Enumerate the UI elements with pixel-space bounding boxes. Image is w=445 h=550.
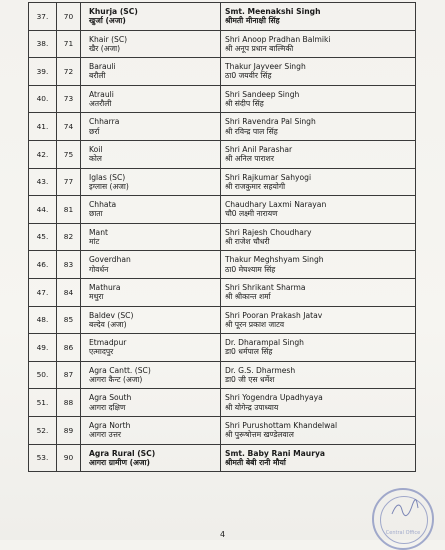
ac-number-cell [57,196,81,224]
table-row [29,168,416,196]
serial-number-cell [29,3,57,31]
serial-number: 47. [36,287,49,297]
candidate-name-hindi: श्रीमती मीनाक्षी सिंह [225,16,280,26]
candidate-name-hindi: डा0 धर्मपाल सिंह [225,347,273,357]
constituency-cell [81,334,221,362]
ac-number: 71 [63,39,74,49]
candidate-name-english: Shri Sandeep Singh [225,89,300,99]
table-row [29,416,416,444]
candidate-name-english: Shri Ravendra Pal Singh [225,117,316,127]
candidate-name-hindi: ठा0 मेघश्याम सिंह [225,264,276,274]
ac-number-cell [57,416,81,444]
constituency-name-english: Barauli [89,62,116,72]
ac-number-cell [57,278,81,306]
serial-number: 40. [36,94,49,104]
candidate-cell [221,196,416,224]
table-row [29,113,416,141]
serial-number-cell [29,140,57,168]
serial-number-cell [29,306,57,334]
candidate-name-english: Thakur Jayveer Singh [225,62,306,72]
ac-number: 82 [63,232,74,242]
table-row [29,306,416,334]
candidate-cell [221,30,416,58]
ac-number-cell [57,223,81,251]
candidate-name-english: Shri Pooran Prakash Jatav [225,310,323,320]
table-row [29,278,416,306]
candidate-name-english: Chaudhary Laxmi Narayan [225,200,327,210]
table-row [29,30,416,58]
serial-number: 42. [36,149,49,159]
constituency-name-english: Mant [89,227,108,237]
serial-number-cell [29,85,57,113]
constituency-name-hindi: इग्लास (अजा) [89,181,129,191]
serial-number: 38. [36,39,49,49]
constituency-cell [81,3,221,31]
serial-number: 41. [36,122,49,132]
table-row [29,3,416,31]
serial-number: 52. [36,425,49,435]
candidate-name-hindi: श्री अनूप प्रधान बाल्मिकी [225,43,294,53]
constituency-name-hindi: आगरा कैन्ट (अजा) [89,375,143,385]
candidate-cell [221,140,416,168]
constituency-name-english: Baldev (SC) [89,310,134,320]
ac-number-cell [57,3,81,31]
candidate-cell [221,416,416,444]
table-row [29,223,416,251]
constituency-name-english: Chhata [89,200,117,210]
candidate-cell [221,444,416,472]
table-row [29,196,416,224]
ac-number-cell [57,30,81,58]
serial-number: 44. [36,204,49,214]
candidate-name-english: Smt. Meenakshi Singh [225,7,321,17]
candidate-name-hindi: श्री पुरूषोत्तम खण्डेलवाल [225,430,294,440]
serial-number: 51. [36,398,49,407]
serial-number: 49. [36,342,49,352]
candidate-name-english: Dr. G.S. Dharmesh [225,365,296,375]
constituency-name-hindi: मथुरा [89,292,104,302]
constituency-cell [81,361,221,389]
candidate-cell [221,223,416,251]
constituency-name-english: Khurja (SC) [89,7,138,17]
ac-number: 84 [63,287,74,297]
constituency-name-english: Koil [89,145,103,155]
constituency-name-hindi: आगरा ग्रामीण (अजा) [89,457,150,467]
candidate-cell [221,278,416,306]
ac-number-cell [57,113,81,141]
ac-number: 90 [63,453,74,463]
candidate-name-english: Thakur Meghshyam Singh [225,255,324,265]
constituency-name-hindi: आगरा उत्तर [89,430,122,440]
constituency-name-english: Agra Rural (SC) [89,448,156,458]
candidate-name-hindi: श्री राजकुमार सहयोगी [225,181,286,191]
ac-number: 72 [63,66,74,76]
constituency-cell [81,196,221,224]
serial-number-cell [29,361,57,389]
ac-number-cell [57,58,81,86]
constituency-cell [81,444,221,472]
serial-number: 50. [36,370,49,380]
ac-number-cell [57,251,81,279]
ac-number-cell [57,168,81,196]
constituency-cell [81,85,221,113]
candidate-cell [221,361,416,389]
candidate-rows [29,3,416,472]
serial-number: 39. [36,66,49,76]
candidate-name-english: Shri Shrikant Sharma [225,283,306,293]
ac-number: 81 [63,204,74,214]
constituency-name-hindi: गोवर्धन [89,264,109,274]
candidate-name-hindi: डा0 जी एस धर्मेश [225,375,275,385]
candidate-name-english: Shri Anoop Pradhan Balmiki [225,34,331,44]
candidate-name-english: Shri Purushottam Khandelwal [225,421,338,430]
ac-number: 89 [63,425,74,435]
ac-number: 87 [63,370,74,380]
serial-number-cell [29,278,57,306]
constituency-cell [81,416,221,444]
candidate-cell [221,389,416,417]
constituency-name-hindi: अतरौली [89,99,112,109]
constituency-name-english: Etmadpur [89,338,127,348]
signature-mark [390,498,420,520]
serial-number: 53. [36,453,49,463]
constituency-name-english: Agra South [89,393,132,403]
ac-number: 74 [63,122,74,132]
serial-number-cell [29,389,57,417]
candidate-cell [221,251,416,279]
constituency-name-english: Chharra [89,117,120,127]
ac-number-cell [57,389,81,417]
serial-number-cell [29,196,57,224]
candidate-name-hindi: चौ0 लक्ष्मी नारायण [225,209,278,219]
constituency-name-english: Agra North [89,421,131,430]
ac-number-cell [57,444,81,472]
constituency-name-english: Mathura [89,283,121,293]
serial-number: 48. [36,315,49,325]
table-row [29,334,416,362]
candidate-cell [221,306,416,334]
candidate-name-english: Shri Anil Parashar [225,145,293,155]
ac-number: 70 [63,11,74,21]
serial-number-cell [29,113,57,141]
ac-number-cell [57,85,81,113]
serial-number: 46. [36,260,49,270]
table-row [29,85,416,113]
ac-number: 86 [63,342,74,352]
ac-number: 83 [63,260,74,270]
constituency-cell [81,278,221,306]
ac-number-cell [57,334,81,362]
ac-number: 85 [63,315,74,325]
candidate-name-english: Smt. Baby Rani Maurya [225,448,326,458]
candidate-name-hindi: श्री श्रीकान्त शर्मा [225,292,271,302]
constituency-name-hindi: छाता [89,209,103,219]
serial-number: 45. [36,232,49,242]
serial-number-cell [29,58,57,86]
constituency-name-hindi: बरौली [89,71,106,81]
constituency-name-hindi: कोल [89,154,102,164]
constituency-name-english: Atrauli [89,89,114,99]
serial-number-cell [29,416,57,444]
constituency-cell [81,251,221,279]
constituency-cell [81,140,221,168]
ac-number: 77 [63,177,74,187]
serial-number: 43. [36,177,49,187]
constituency-cell [81,58,221,86]
constituency-name-english: Goverdhan [89,255,131,265]
constituency-name-english: Khair (SC) [89,34,128,44]
candidate-list-table [28,2,416,472]
constituency-name-hindi: खुर्जा (अजा) [89,16,126,26]
stamp-text: Central Office [385,530,421,536]
constituency-name-hindi: बल्देव (अजा) [89,319,127,329]
candidate-cell [221,85,416,113]
table-row [29,389,416,417]
candidate-name-hindi: श्री राजेश चौधरी [225,237,270,247]
ac-number-cell [57,140,81,168]
candidate-name-hindi: ठा0 जयवीर सिंह [225,71,272,81]
constituency-name-english: Iglas (SC) [89,172,126,182]
constituency-name-hindi: खैर (अजा) [89,43,121,53]
constituency-name-hindi: आगरा दक्षिण [89,402,126,412]
page-number: 4 [219,530,226,539]
serial-number-cell [29,223,57,251]
candidate-name-hindi: श्रीमती बेबी रानी मौर्या [225,457,286,467]
constituency-name-english: Agra Cantt. (SC) [89,365,151,375]
serial-number: 37. [36,11,49,21]
table-row [29,251,416,279]
candidate-name-english: Shri Yogendra Upadhyaya [225,393,323,403]
constituency-cell [81,389,221,417]
constituency-cell [81,306,221,334]
constituency-name-hindi: मांट [89,237,100,247]
ac-number: 75 [63,149,74,159]
ac-number-cell [57,361,81,389]
serial-number-cell [29,30,57,58]
table-row [29,444,416,472]
candidate-cell [221,3,416,31]
candidate-name-hindi: श्री योगेन्द्र उपाध्याय [225,402,279,412]
constituency-cell [81,168,221,196]
constituency-cell [81,30,221,58]
serial-number-cell [29,444,57,472]
table-row [29,361,416,389]
candidate-cell [221,113,416,141]
serial-number-cell [29,251,57,279]
candidate-cell [221,58,416,86]
ac-number: 88 [63,398,74,407]
constituency-cell [81,113,221,141]
ac-number: 73 [63,94,74,104]
candidate-name-hindi: श्री पूरन प्रकाश जाटव [225,319,285,329]
candidate-name-hindi: श्री रविन्द्र पाल सिंह [225,126,278,136]
constituency-name-hindi: छर्रा [89,126,100,136]
constituency-name-hindi: एत्मादपुर [89,347,114,357]
candidate-cell [221,168,416,196]
candidate-cell [221,334,416,362]
ac-number-cell [57,306,81,334]
serial-number-cell [29,334,57,362]
candidate-name-hindi: श्री संदीप सिंह [225,99,264,109]
candidate-name-hindi: श्री अनिल पाराशर [225,154,274,164]
serial-number-cell [29,168,57,196]
candidate-name-english: Shri Rajkumar Sahyogi [225,172,312,182]
candidate-name-english: Dr. Dharampal Singh [225,338,304,348]
constituency-cell [81,223,221,251]
candidate-name-english: Shri Rajesh Choudhary [225,227,312,237]
table-row [29,58,416,86]
table-row [29,140,416,168]
